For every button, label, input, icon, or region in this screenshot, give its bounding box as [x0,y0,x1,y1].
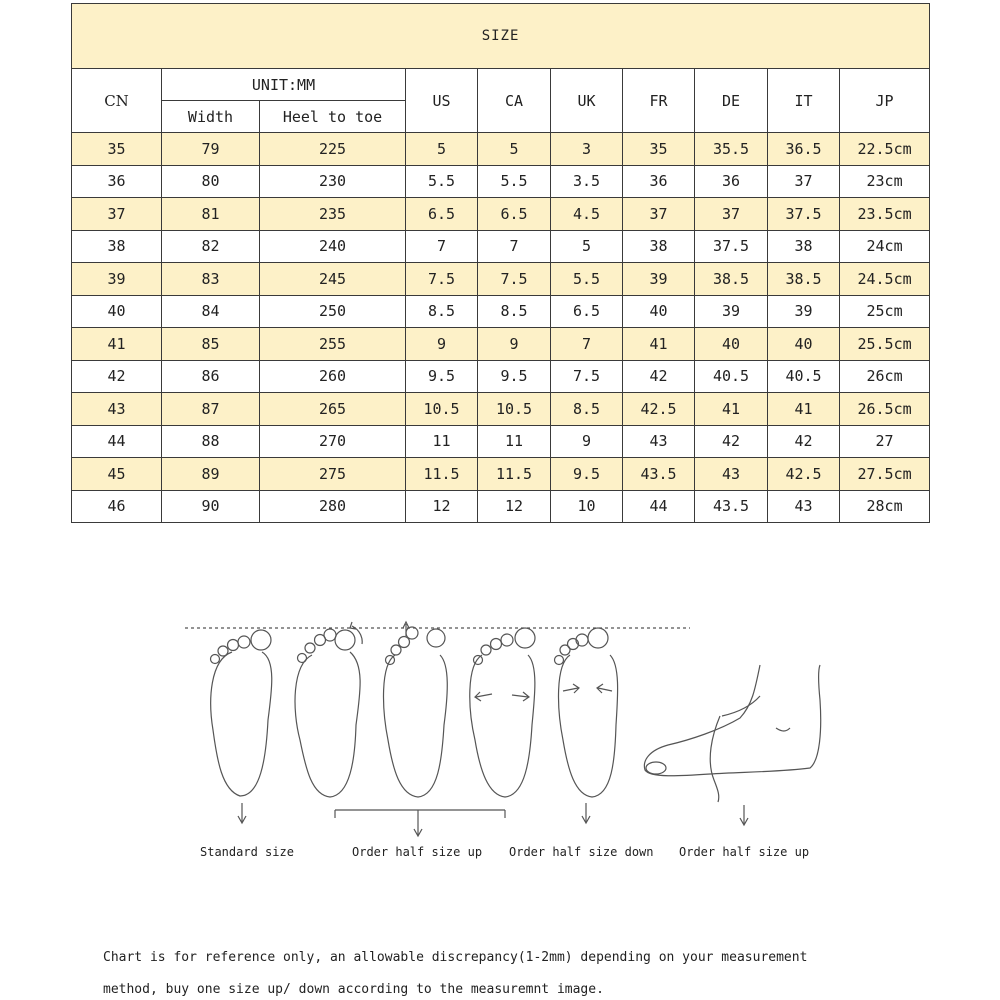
cell-cn: 45 [72,458,162,491]
cell-jp: 25cm [840,295,930,328]
cell-cn: 36 [72,165,162,198]
cell-jp: 26cm [840,360,930,393]
cell-de: 35.5 [695,133,768,166]
col-header-fr: FR [623,69,695,133]
cell-uk: 3.5 [551,165,623,198]
cell-fr: 42 [623,360,695,393]
cell-cn: 35 [72,133,162,166]
cell-it: 38 [768,230,840,263]
unit-header: UNIT:MM [162,69,406,101]
cell-us: 5 [406,133,478,166]
cell-heel-to-toe: 260 [260,360,406,393]
cell-ca: 5 [478,133,551,166]
cell-cn: 40 [72,295,162,328]
table-row [72,165,930,198]
cell-de: 40.5 [695,360,768,393]
cell-uk: 10 [551,490,623,523]
cell-heel-to-toe: 240 [260,230,406,263]
col-header-jp: JP [840,69,930,133]
foot-long-toe [384,622,448,797]
cell-width: 79 [162,133,260,166]
cell-ca: 5.5 [478,165,551,198]
cell-uk: 9.5 [551,458,623,491]
cell-ca: 10.5 [478,393,551,426]
cell-it: 41 [768,393,840,426]
cell-it: 42.5 [768,458,840,491]
foot-standard [211,630,272,823]
cell-us: 12 [406,490,478,523]
cell-ca: 9.5 [478,360,551,393]
cell-uk: 4.5 [551,198,623,231]
cell-fr: 42.5 [623,393,695,426]
table-row [72,328,930,361]
table-row [72,230,930,263]
table-row [72,295,930,328]
cell-us: 11.5 [406,458,478,491]
cell-de: 43.5 [695,490,768,523]
cell-fr: 38 [623,230,695,263]
cell-it: 39 [768,295,840,328]
cell-it: 36.5 [768,133,840,166]
cell-jp: 25.5cm [840,328,930,361]
title-row [72,4,930,69]
col-header-de: DE [695,69,768,133]
cell-jp: 26.5cm [840,393,930,426]
cell-de: 37.5 [695,230,768,263]
cell-ca: 7 [478,230,551,263]
cn-header: CN [72,69,162,133]
cell-us: 7.5 [406,263,478,296]
cell-width: 87 [162,393,260,426]
cell-uk: 6.5 [551,295,623,328]
heel-to-toe-header: Heel to toe [260,101,406,133]
cell-uk: 5 [551,230,623,263]
table-row [72,393,930,426]
cell-heel-to-toe: 250 [260,295,406,328]
cell-cn: 43 [72,393,162,426]
cell-fr: 36 [623,165,695,198]
cell-fr: 40 [623,295,695,328]
cell-width: 83 [162,263,260,296]
caption-standard-size: Standard size [200,845,294,859]
cell-us: 9.5 [406,360,478,393]
caption-half-size-down: Order half size down [509,845,654,859]
cell-ca: 11 [478,425,551,458]
cell-width: 88 [162,425,260,458]
cell-jp: 24.5cm [840,263,930,296]
cell-ca: 9 [478,328,551,361]
cell-width: 85 [162,328,260,361]
cell-us: 7 [406,230,478,263]
cell-cn: 37 [72,198,162,231]
caption-half-size-up: Order half size up [352,845,483,859]
header-row [72,69,930,101]
foot-instep [644,665,820,825]
cell-width: 86 [162,360,260,393]
cell-uk: 9 [551,425,623,458]
cell-heel-to-toe: 230 [260,165,406,198]
col-header-ca: CA [478,69,551,133]
cell-ca: 11.5 [478,458,551,491]
cell-cn: 42 [72,360,162,393]
cell-de: 37 [695,198,768,231]
cell-us: 8.5 [406,295,478,328]
cell-fr: 43 [623,425,695,458]
cell-heel-to-toe: 265 [260,393,406,426]
cell-cn: 39 [72,263,162,296]
disclaimer-line-1: Chart is for reference only, an allowable discrepancy(1-2mm) depending on your measurement [103,950,808,965]
cell-width: 82 [162,230,260,263]
cell-heel-to-toe: 270 [260,425,406,458]
table-row [72,133,930,166]
cell-uk: 7.5 [551,360,623,393]
cell-us: 11 [406,425,478,458]
cell-jp: 23.5cm [840,198,930,231]
cell-width: 80 [162,165,260,198]
cell-heel-to-toe: 235 [260,198,406,231]
cell-it: 40.5 [768,360,840,393]
cell-cn: 38 [72,230,162,263]
disclaimer-line-2: method, buy one size up/ down according to the measuremnt image. [103,982,604,997]
foot-wide-toe [295,622,362,797]
foot-illustration [0,600,1000,900]
table-row [72,490,930,523]
table-title: SIZE [72,4,930,69]
size-chart-table [71,3,930,523]
cell-heel-to-toe: 255 [260,328,406,361]
cell-jp: 27 [840,425,930,458]
col-header-us: US [406,69,478,133]
cell-de: 42 [695,425,768,458]
cell-uk: 8.5 [551,393,623,426]
cell-fr: 44 [623,490,695,523]
cell-fr: 43.5 [623,458,695,491]
cell-cn: 46 [72,490,162,523]
cell-uk: 3 [551,133,623,166]
cell-de: 40 [695,328,768,361]
table-row [72,263,930,296]
cell-ca: 8.5 [478,295,551,328]
cell-jp: 24cm [840,230,930,263]
cell-de: 39 [695,295,768,328]
cell-us: 5.5 [406,165,478,198]
cell-it: 40 [768,328,840,361]
cell-ca: 6.5 [478,198,551,231]
cell-it: 42 [768,425,840,458]
cell-us: 10.5 [406,393,478,426]
foot-diagram [0,600,1000,900]
cell-width: 81 [162,198,260,231]
cell-jp: 28cm [840,490,930,523]
cell-de: 43 [695,458,768,491]
cell-ca: 12 [478,490,551,523]
caption-half-size-up-instep: Order half size up [679,845,810,859]
cell-fr: 35 [623,133,695,166]
cell-heel-to-toe: 280 [260,490,406,523]
foot-narrow-out [555,628,618,823]
cell-fr: 37 [623,198,695,231]
table-row [72,458,930,491]
cell-heel-to-toe: 245 [260,263,406,296]
cell-it: 37 [768,165,840,198]
cell-it: 37.5 [768,198,840,231]
cell-us: 6.5 [406,198,478,231]
cell-de: 38.5 [695,263,768,296]
cell-ca: 7.5 [478,263,551,296]
cell-width: 90 [162,490,260,523]
col-header-it: IT [768,69,840,133]
col-header-uk: UK [551,69,623,133]
table-row [72,198,930,231]
cell-cn: 44 [72,425,162,458]
cell-uk: 5.5 [551,263,623,296]
cell-width: 84 [162,295,260,328]
cell-it: 43 [768,490,840,523]
cell-us: 9 [406,328,478,361]
cell-de: 36 [695,165,768,198]
half-size-up-bracket [335,810,505,836]
cell-heel-to-toe: 225 [260,133,406,166]
width-header: Width [162,101,260,133]
cell-fr: 41 [623,328,695,361]
table-row [72,425,930,458]
cell-cn: 41 [72,328,162,361]
cell-uk: 7 [551,328,623,361]
cell-fr: 39 [623,263,695,296]
cell-de: 41 [695,393,768,426]
cell-jp: 22.5cm [840,133,930,166]
table-row [72,360,930,393]
cell-jp: 27.5cm [840,458,930,491]
cell-width: 89 [162,458,260,491]
table-body [72,133,930,523]
cell-heel-to-toe: 275 [260,458,406,491]
foot-narrow-in [470,628,535,797]
cell-it: 38.5 [768,263,840,296]
cell-jp: 23cm [840,165,930,198]
